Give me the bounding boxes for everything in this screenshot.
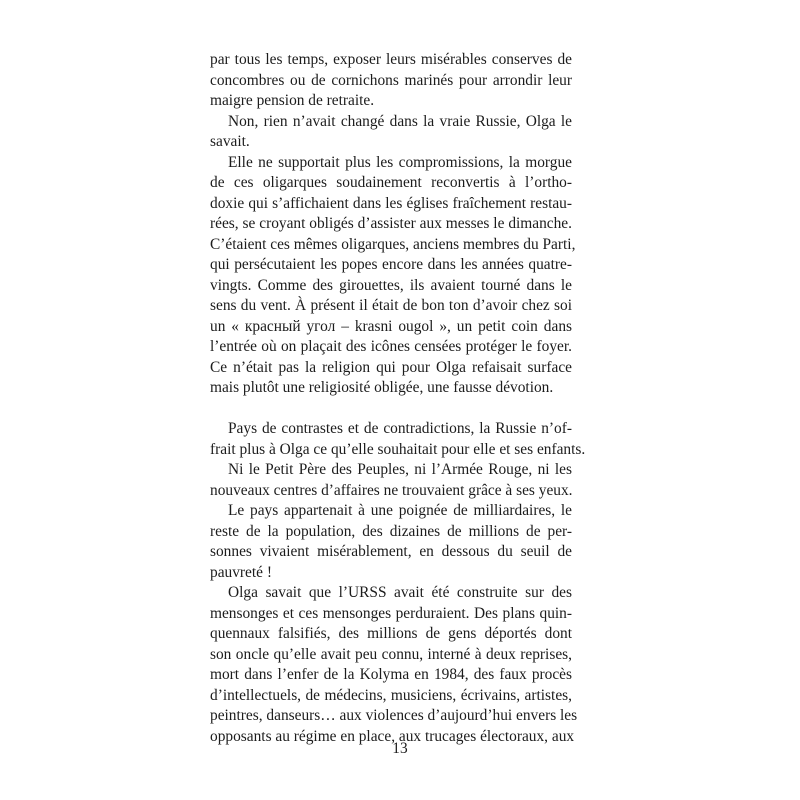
body-text bbox=[210, 50, 586, 747]
text-line: son oncle qu’elle avait peu connu, interné à deux reprises, bbox=[210, 645, 572, 663]
text-line: mensonges et ces mensonges perduraient. Des plans quin- bbox=[210, 604, 572, 622]
text-line: Non, rien n’avait changé dans la vraie Russie, Olga le bbox=[228, 112, 572, 130]
text-line: concombres ou de cornichons marinés pour arrondir leur bbox=[210, 71, 572, 89]
text-line: maigre pension de retraite. bbox=[210, 92, 375, 109]
text-line: Ni le Petit Père des Peuples, ni l’Armée Rouge, ni les bbox=[228, 461, 572, 478]
text-line: Ce n’était pas la religion qui pour Olga refaisait surface bbox=[210, 358, 572, 376]
text-line: un « красный угол – krasni ougol », un petit coin dans bbox=[210, 317, 572, 335]
text-line: doxie qui s’affichaient dans les églises fraîchement restau- bbox=[210, 194, 572, 212]
text-line: mais plutôt une religiosité obligée, une fausse dévotion. bbox=[210, 379, 554, 396]
text-line: peintres, danseurs… aux violences d’aujourd’hui envers les bbox=[210, 707, 578, 724]
text-line: par tous les temps, exposer leurs misérables conserves de bbox=[210, 51, 572, 68]
paragraph-gap bbox=[210, 399, 572, 420]
text-line: frait plus à Olga ce qu’elle souhaitait pour elle et ses enfants. bbox=[210, 440, 586, 458]
text-line: de ces oligarques soudainement reconvertis à l’ortho- bbox=[210, 174, 572, 191]
text-line: Pays de contrastes et de contradictions, la Russie n’of- bbox=[228, 420, 572, 437]
text-line: sens du vent. À présent il était de bon ton d’avoir chez soi bbox=[210, 297, 572, 314]
text-line: pauvreté ! bbox=[210, 563, 272, 581]
text-line: d’intellectuels, de médecins, musiciens, écrivains, artistes, bbox=[210, 686, 572, 704]
text-line: nouveaux centres d’affaires ne trouvaient grâce à ses yeux. bbox=[210, 481, 573, 499]
page-number: 13 bbox=[392, 740, 408, 757]
text-line: vingts. Comme des girouettes, ils avaient tourné dans le bbox=[210, 276, 572, 294]
text-line: mort dans l’enfer de la Kolyma en 1984, des faux procès bbox=[210, 666, 572, 683]
text-line: opposants au régime en place, aux trucages électoraux, aux bbox=[210, 727, 575, 745]
text-line: quennaux falsifiés, des millions de gens déportés dont bbox=[210, 625, 572, 642]
text-line: C’étaient ces mêmes oligarques, anciens membres du Parti, bbox=[210, 235, 576, 253]
text-line: rées, se croyant obligés d’assister aux messes le dimanche. bbox=[210, 215, 572, 232]
text-line: Olga savait que l’URSS avait été construite sur des bbox=[228, 584, 572, 601]
text-line: reste de la population, des dizaines de millions de per- bbox=[210, 522, 572, 540]
text-line: l’entrée où on plaçait des icônes censées protéger le foyer. bbox=[210, 338, 572, 355]
text-line: Elle ne supportait plus les compromissions, la morgue bbox=[228, 153, 572, 171]
text-line: savait. bbox=[210, 133, 250, 150]
text-line: qui persécutaient les popes encore dans les années quatre- bbox=[210, 256, 572, 273]
text-line: sonnes vivaient misérablement, en dessous du seuil de bbox=[210, 543, 572, 560]
text-line: Le pays appartenait à une poignée de milliardaires, le bbox=[228, 502, 572, 519]
